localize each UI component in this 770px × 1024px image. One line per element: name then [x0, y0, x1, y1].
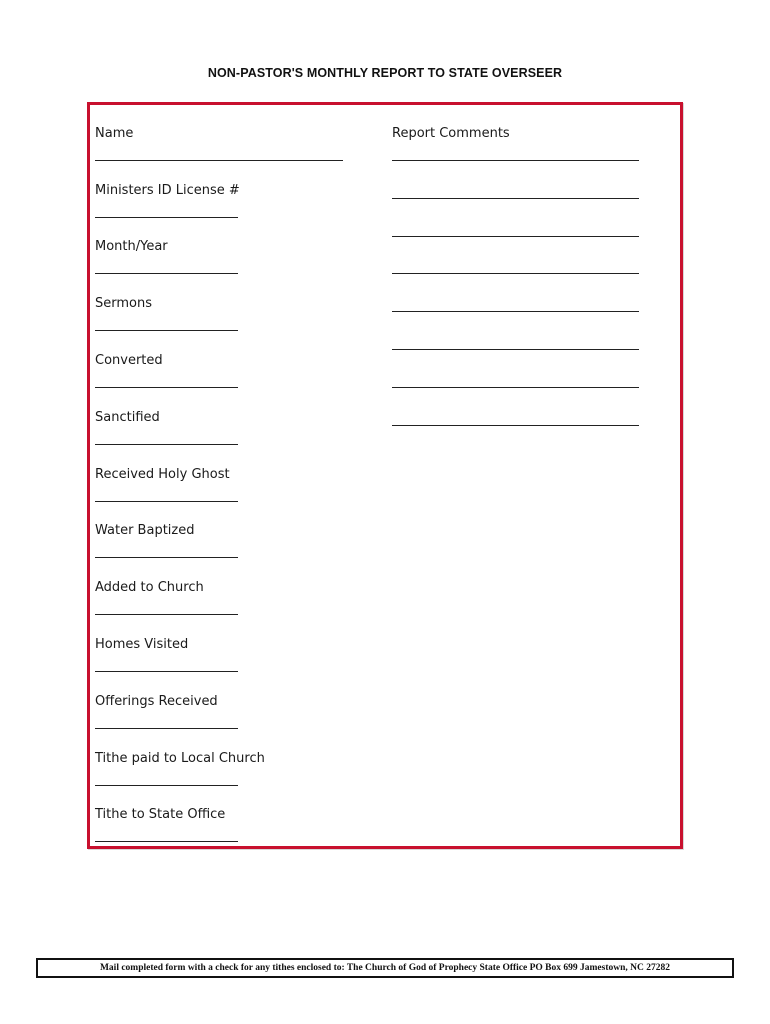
tithe-state-office-label: Tithe to State Office — [95, 807, 226, 822]
month-year-label: Month/Year — [95, 239, 168, 254]
added-to-church-label: Added to Church — [95, 580, 204, 595]
tithe-local-church-field[interactable] — [95, 785, 238, 786]
month-year-field[interactable] — [95, 273, 238, 274]
tithe-local-church-label: Tithe paid to Local Church — [95, 751, 265, 766]
comment-line[interactable] — [392, 349, 639, 350]
sermons-label: Sermons — [95, 296, 152, 311]
ministers-id-field[interactable] — [95, 217, 238, 218]
comment-line[interactable] — [392, 273, 639, 274]
sermons-field[interactable] — [95, 330, 238, 331]
added-to-church-field[interactable] — [95, 614, 238, 615]
converted-label: Converted — [95, 353, 163, 368]
water-baptized-field[interactable] — [95, 557, 238, 558]
received-holy-ghost-label: Received Holy Ghost — [95, 467, 230, 482]
sanctified-field[interactable] — [95, 444, 238, 445]
comment-line[interactable] — [392, 425, 639, 426]
comment-line[interactable] — [392, 311, 639, 312]
offerings-received-label: Offerings Received — [95, 694, 218, 709]
converted-field[interactable] — [95, 387, 238, 388]
page-title: NON-PASTOR'S MONTHLY REPORT TO STATE OVERSEER — [207, 66, 563, 80]
water-baptized-label: Water Baptized — [95, 523, 195, 538]
comment-line[interactable] — [392, 387, 639, 388]
offerings-received-field[interactable] — [95, 728, 238, 729]
comment-line[interactable] — [392, 236, 639, 237]
sanctified-label: Sanctified — [95, 410, 160, 425]
homes-visited-field[interactable] — [95, 671, 238, 672]
name-field[interactable] — [95, 160, 343, 161]
homes-visited-label: Homes Visited — [95, 637, 189, 652]
comment-line[interactable] — [392, 198, 639, 199]
name-label: Name — [95, 126, 134, 141]
received-holy-ghost-field[interactable] — [95, 501, 238, 502]
ministers-id-label: Ministers ID License # — [95, 183, 240, 198]
mailing-instructions: Mail completed form with a check for any tithes enclosed to: The Church of God of Prophecy State Office PO Box 699 Jamestown, NC 27282 — [36, 958, 734, 978]
tithe-state-office-field[interactable] — [95, 841, 238, 842]
report-comments-label: Report Comments — [392, 126, 510, 141]
comment-line[interactable] — [392, 160, 639, 161]
